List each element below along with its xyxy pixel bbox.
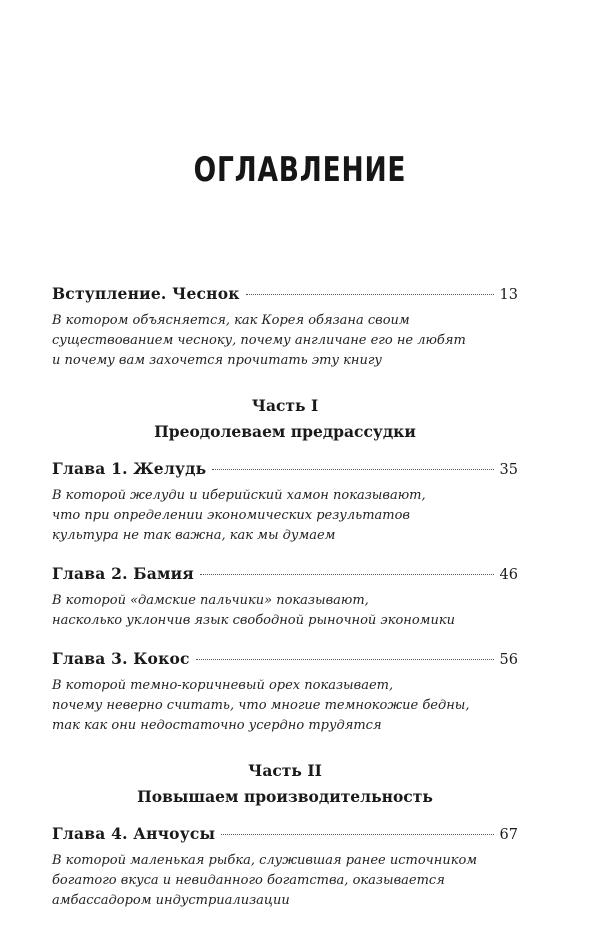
description-line: насколько уклончив язык свободной рыночной экономики xyxy=(52,613,455,628)
entry-title: Глава 1. Желудь xyxy=(52,459,207,478)
toc-entry-chapter-2[interactable] xyxy=(52,564,518,631)
page-number: 67 xyxy=(499,827,518,843)
part-name: Преодолеваем предрассудки xyxy=(154,422,416,441)
dot-leader xyxy=(200,574,494,575)
page-title: ОГЛАВЛЕНИЕ xyxy=(193,150,407,190)
toc-entry-chapter-4[interactable] xyxy=(52,824,518,911)
description-line: В котором объясняется, как Корея обязана своим xyxy=(52,313,410,328)
entry-title: Вступление. Чеснок xyxy=(52,284,240,303)
page-number: 35 xyxy=(499,462,518,478)
description-line: В которой маленькая рыбка, служившая ранее источником xyxy=(52,853,478,868)
entry-title: Глава 2. Бамия xyxy=(52,564,194,583)
toc-entry-chapter-1[interactable] xyxy=(52,459,518,546)
description-line: и почему вам захочется прочитать эту книгу xyxy=(52,353,382,368)
description-line: существованием чесноку, почему англичане его не любят xyxy=(52,333,466,348)
toc-entry-intro[interactable] xyxy=(52,284,518,371)
entry-description xyxy=(52,676,518,736)
part-heading-1 xyxy=(52,393,518,445)
part-label: Часть I xyxy=(251,396,319,415)
entry-description xyxy=(52,851,518,911)
description-line: В которой «дамские пальчики» показывают, xyxy=(52,593,369,608)
table-of-contents xyxy=(52,284,518,929)
description-line: В которой темно-коричневый орех показывает, xyxy=(52,678,394,693)
part-heading-2 xyxy=(52,758,518,810)
dot-leader xyxy=(246,294,494,295)
description-line: почему неверно считать, что многие темнокожие бедны, xyxy=(52,698,470,713)
entry-description xyxy=(52,311,518,371)
part-name: Повышаем производительность xyxy=(137,787,433,806)
description-line: богатого вкуса и невиданного богатства, оказывается xyxy=(52,873,445,888)
dot-leader xyxy=(221,834,493,835)
page-number: 56 xyxy=(499,652,518,668)
entry-description xyxy=(52,591,518,631)
page-number: 13 xyxy=(499,287,518,303)
dot-leader xyxy=(212,469,493,470)
entry-title: Глава 3. Кокос xyxy=(52,649,190,668)
part-label: Часть II xyxy=(248,761,322,780)
description-line: так как они недостаточно усердно трудятся xyxy=(52,718,382,733)
entry-title: Глава 4. Анчоусы xyxy=(52,824,216,843)
description-line: амбассадором индустриализации xyxy=(52,893,290,908)
dot-leader xyxy=(196,659,494,660)
entry-description xyxy=(52,486,518,546)
description-line: В которой желуди и иберийский хамон показывают, xyxy=(52,488,426,503)
toc-entry-chapter-3[interactable] xyxy=(52,649,518,736)
description-line: что при определении экономических результатов xyxy=(52,508,411,523)
description-line: культура не так важна, как мы думаем xyxy=(52,528,336,543)
page-number: 46 xyxy=(499,567,518,583)
